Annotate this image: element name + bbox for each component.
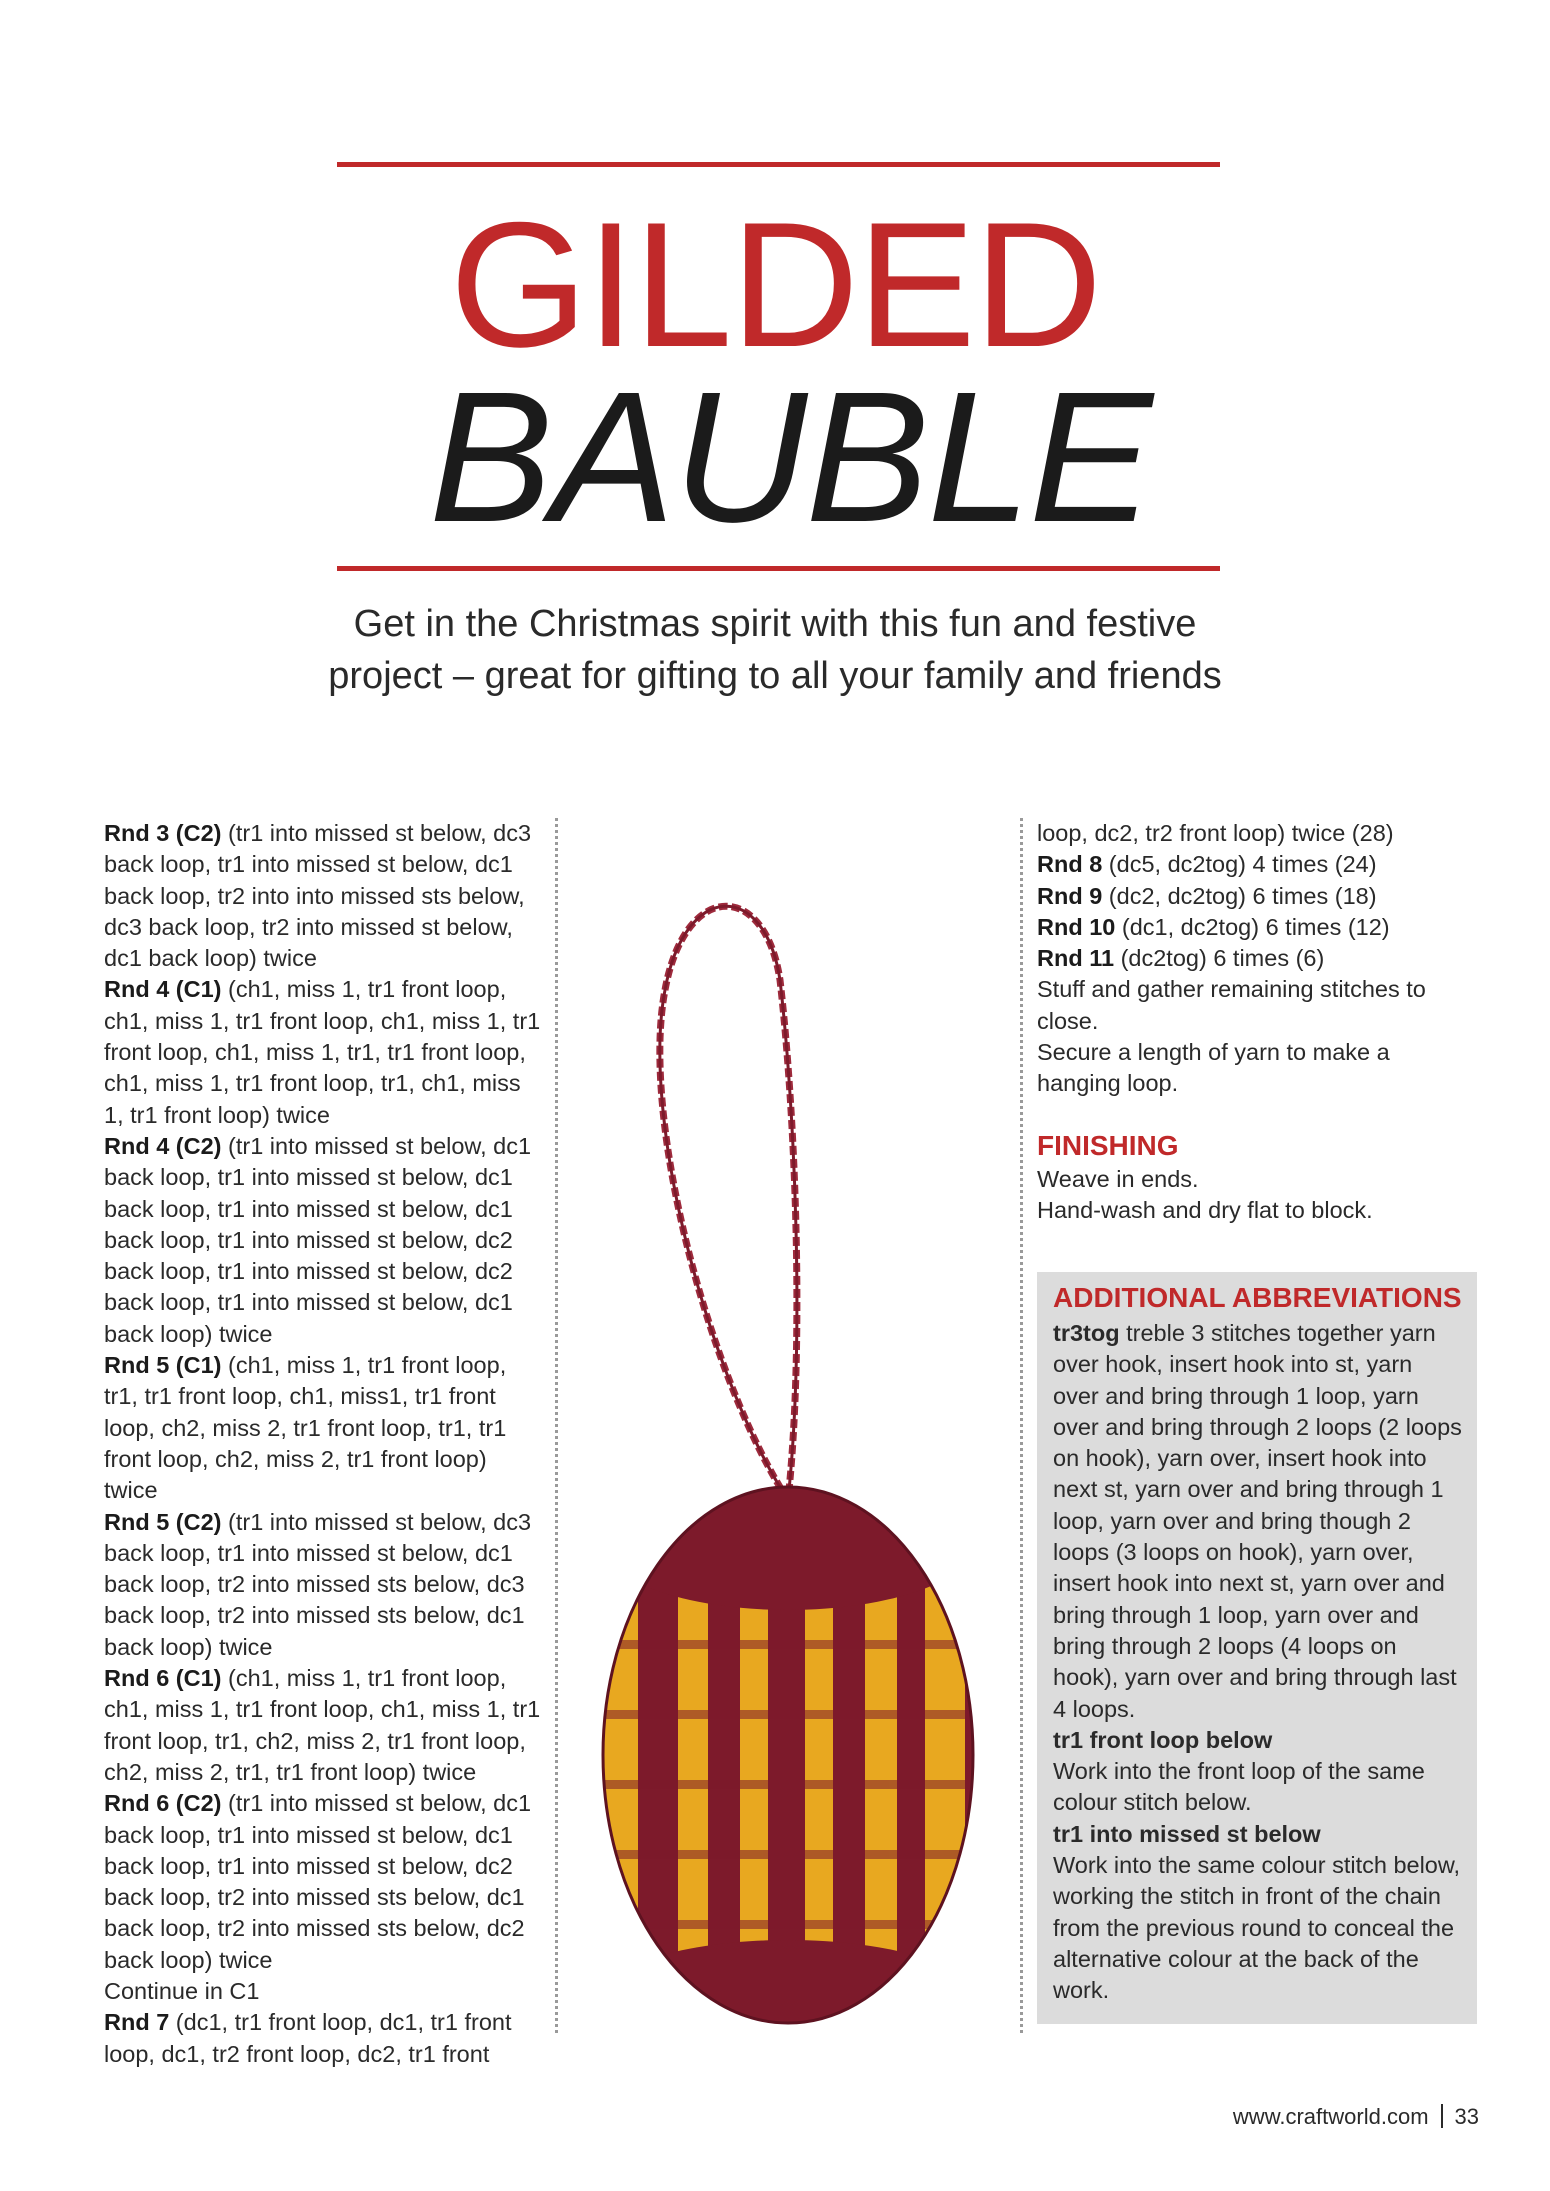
finishing-body [1037,1164,1437,1227]
abbreviations-heading: ADDITIONAL ABBREVIATIONS [1053,1282,1462,1313]
abbreviation-def: Work into the same colour stitch below, working the stitch in front of the chain from the previous round to conceal the alternative colour at the back of the work. [1053,1852,1461,2004]
column-divider-right [1020,818,1023,2033]
abbreviations-box [1037,1272,1477,2024]
pattern-row: Rnd 10 (dc1, dc2tog) 6 times (12) [1037,913,1390,940]
pattern-row: Rnd 8 (dc5, dc2tog) 4 times (24) [1037,851,1377,878]
pattern-row: Rnd 4 (C1) (ch1, miss 1, tr1 front loop, ch1, miss 1, tr1 front loop, ch1, miss 1, tr1 front loop, ch1, miss 1, tr1, tr1 front loop, ch1, miss 1, tr1 front loop, tr1, ch1, miss 1, tr1 front loop) twice [104,976,541,1128]
footer-url: www.craftworld.com [1232,2104,1429,2129]
pattern-row: Stuff and gather remaining stitches to close. [1037,976,1426,1034]
finishing-line: Weave in ends. [1037,1166,1199,1192]
abbreviation-term: tr1 into missed st below [1053,1820,1321,1847]
pattern-row: Continue in C1 [104,1977,260,2004]
pattern-row: Rnd 5 (C1) (ch1, miss 1, tr1 front loop, tr1, tr1 front loop, ch1, miss1, tr1 front loop, ch2, miss 2, tr1 front loop, tr1, tr1 front loop, ch2, miss 2, tr1 front loop) twice [104,1352,507,1504]
finishing-heading: FINISHING [1037,1130,1179,1161]
title-rule-top [337,162,1220,167]
pattern-row: Secure a length of yarn to make a hanging loop. [1037,1039,1390,1097]
column-divider-left [555,818,558,2033]
pattern-row: Rnd 6 (C1) (ch1, miss 1, tr1 front loop, ch1, miss 1, tr1 front loop, ch1, miss 1, tr1 front loop, tr1, ch2, miss 2, tr1 front loop, ch2, miss 2, tr1, tr1 front loop) twice [104,1665,541,1785]
pattern-column-right [1037,818,1437,1100]
title-gilded: GILDED [449,185,1101,384]
abbreviation-term: tr1 front loop below [1053,1726,1273,1753]
page-footer [1233,2104,1479,2130]
pattern-row: Rnd 7 (dc1, tr1 front loop, dc1, tr1 front loop, dc1, tr2 front loop, dc2, tr1 front [104,2009,512,2067]
abbreviations-body [1053,1318,1463,2007]
abbreviation-def: Work into the front loop of the same colour stitch below. [1053,1758,1425,1816]
crochet-bauble-photo [560,860,1020,2040]
pattern-row: Rnd 9 (dc2, dc2tog) 6 times (18) [1037,882,1377,909]
pattern-row: Rnd 3 (C2) (tr1 into missed st below, dc3 back loop, tr1 into missed st below, dc1 back loop, tr2 into into missed sts below, dc3 back loop, tr2 into missed st below, dc1 back loop) twice [104,820,532,972]
finishing-line: Hand-wash and dry flat to block. [1037,1197,1373,1224]
pattern-column-left [104,818,544,2070]
pattern-row: Rnd 4 (C2) (tr1 into missed st below, dc1 back loop, tr1 into missed st below, dc1 back loop, tr1 into missed st below, dc1 back loop, tr1 into missed st below, dc2 back loop, tr1 into missed st below, dc2 back loop, tr1 into missed st below, dc1 back loop) twice [104,1132,532,1347]
intro-text: Get in the Christmas spirit with this fun and festive project – great for gifting to all your family and friends [328,603,1222,697]
pattern-row: Rnd 11 (dc2tog) 6 times (6) [1037,945,1325,972]
title-bauble: BAUBLE [428,354,1151,561]
footer-separator [1441,2104,1443,2128]
pattern-row: Rnd 6 (C2) (tr1 into missed st below, dc1 back loop, tr1 into missed st below, dc1 back loop, tr1 into missed st below, dc2 back loop, tr2 into missed sts below, dc1 back loop, tr2 into missed sts below, dc2 back loop) twice [104,1790,532,1973]
page-number: 33 [1454,2104,1479,2129]
pattern-row: Rnd 5 (C2) (tr1 into missed st below, dc3 back loop, tr1 into missed st below, dc1 back loop, tr2 into missed sts below, dc3 back loop, tr2 into missed sts below, dc1 back loop) twice [104,1508,532,1660]
title-rule-bottom [337,566,1220,571]
abbreviation-entry: tr3tog treble 3 stitches together yarn over hook, insert hook into st, yarn over and bring through 1 loop, yarn over and bring through 2 loops (2 loops on hook), yarn over, insert hook into next st, yarn over and bring through 1 loop, yarn over and bring though 2 loops (3 loops on hook), yarn over, insert hook into next st, yarn over and bring through 1 loop, yarn over and bring through 2 loops (4 loops on hook), yarn over and bring through last 4 loops. [1053,1320,1462,1722]
pattern-row: loop, dc2, tr2 front loop) twice (28) [1037,820,1394,846]
hanging-loop [660,906,797,1500]
